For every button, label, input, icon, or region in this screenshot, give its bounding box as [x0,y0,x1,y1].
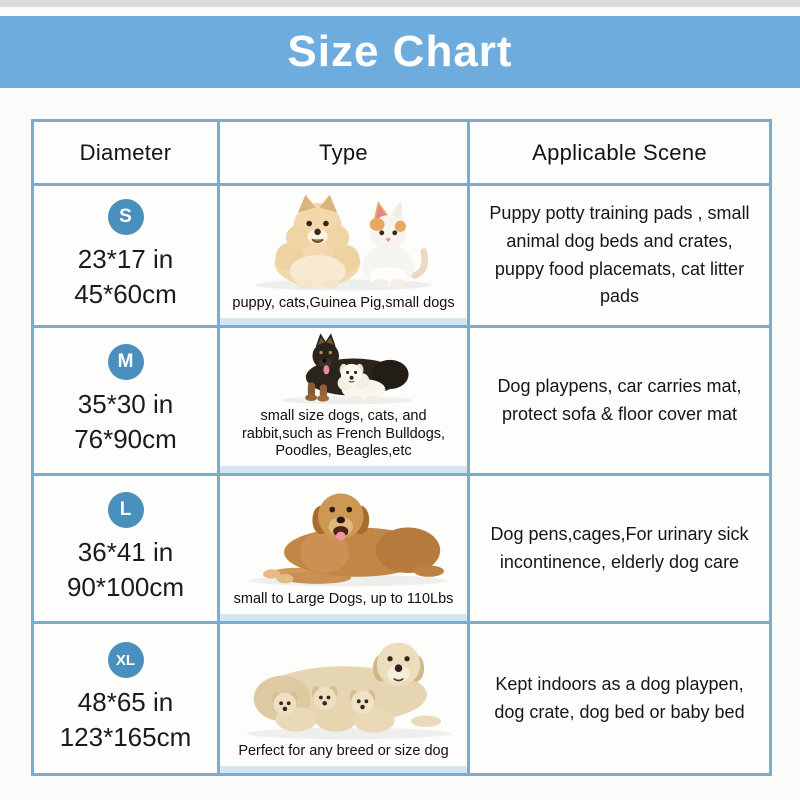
dimensions-l-inches: 36*41 in [77,537,174,567]
dimensions-l [67,535,184,605]
type-cell-m [220,328,470,476]
type-cell-l [220,476,470,624]
size-badge-s: S [108,199,144,235]
dimensions-s-cm: 45*60cm [74,279,177,309]
scene-cell-l: Dog pens,cages,For urinary sick incontinence, elderly dog care [470,476,769,624]
column-header-diameter: Diameter [34,122,220,186]
diameter-cell-m [34,328,220,476]
scene-cell-m: Dog playpens, car carries mat, protect sofa & floor cover mat [470,328,769,476]
title-banner [0,16,800,88]
diameter-cell-s [34,186,220,328]
column-header-applicable-scene: Applicable Scene [470,122,769,186]
german-shepherd-and-white-puppy-photo [220,328,467,405]
dimensions-m-inches: 35*30 in [77,389,174,419]
type-caption-m: small size dogs, cats, and rabbit,such as French Bulldogs, Poodles, Beagles,etc [241,407,446,460]
page-title: Size Chart [287,27,513,76]
top-edge-strip [0,0,800,7]
scene-cell-s: Puppy potty training pads , small animal dog beds and crates, puppy food placemats, cat litter pads [470,186,769,328]
dimensions-l-cm: 90*100cm [66,572,185,602]
size-badge-l: L [108,492,144,528]
golden-retriever-photo [220,476,467,588]
dimensions-xl-inches: 48*65 in [77,687,174,717]
diameter-cell-l [34,476,220,624]
pomeranian-puppy-and-cat-photo [220,186,467,292]
size-badge-xl: XL [108,642,144,678]
size-badge-m: M [108,344,144,380]
dimensions-m [74,387,177,457]
scene-cell-xl: Kept indoors as a dog playpen, dog crate, dog bed or baby bed [470,624,769,773]
type-caption-l: small to Large Dogs, up to 110Lbs [233,591,454,608]
type-cell-xl [220,624,470,773]
size-chart-table [31,119,772,776]
dimensions-m-cm: 76*90cm [74,424,177,454]
type-caption-xl: Perfect for any breed or size dog [238,743,449,760]
diameter-cell-xl [34,624,220,773]
dimensions-s [74,242,177,312]
column-header-type: Type [220,122,470,186]
golden-retriever-family-photo [220,624,467,740]
type-cell-s [220,186,470,328]
dimensions-s-inches: 23*17 in [77,244,174,274]
type-caption-s: puppy, cats,Guinea Pig,small dogs [232,295,455,312]
dimensions-xl-cm: 123*165cm [59,722,192,752]
dimensions-xl [60,685,192,755]
